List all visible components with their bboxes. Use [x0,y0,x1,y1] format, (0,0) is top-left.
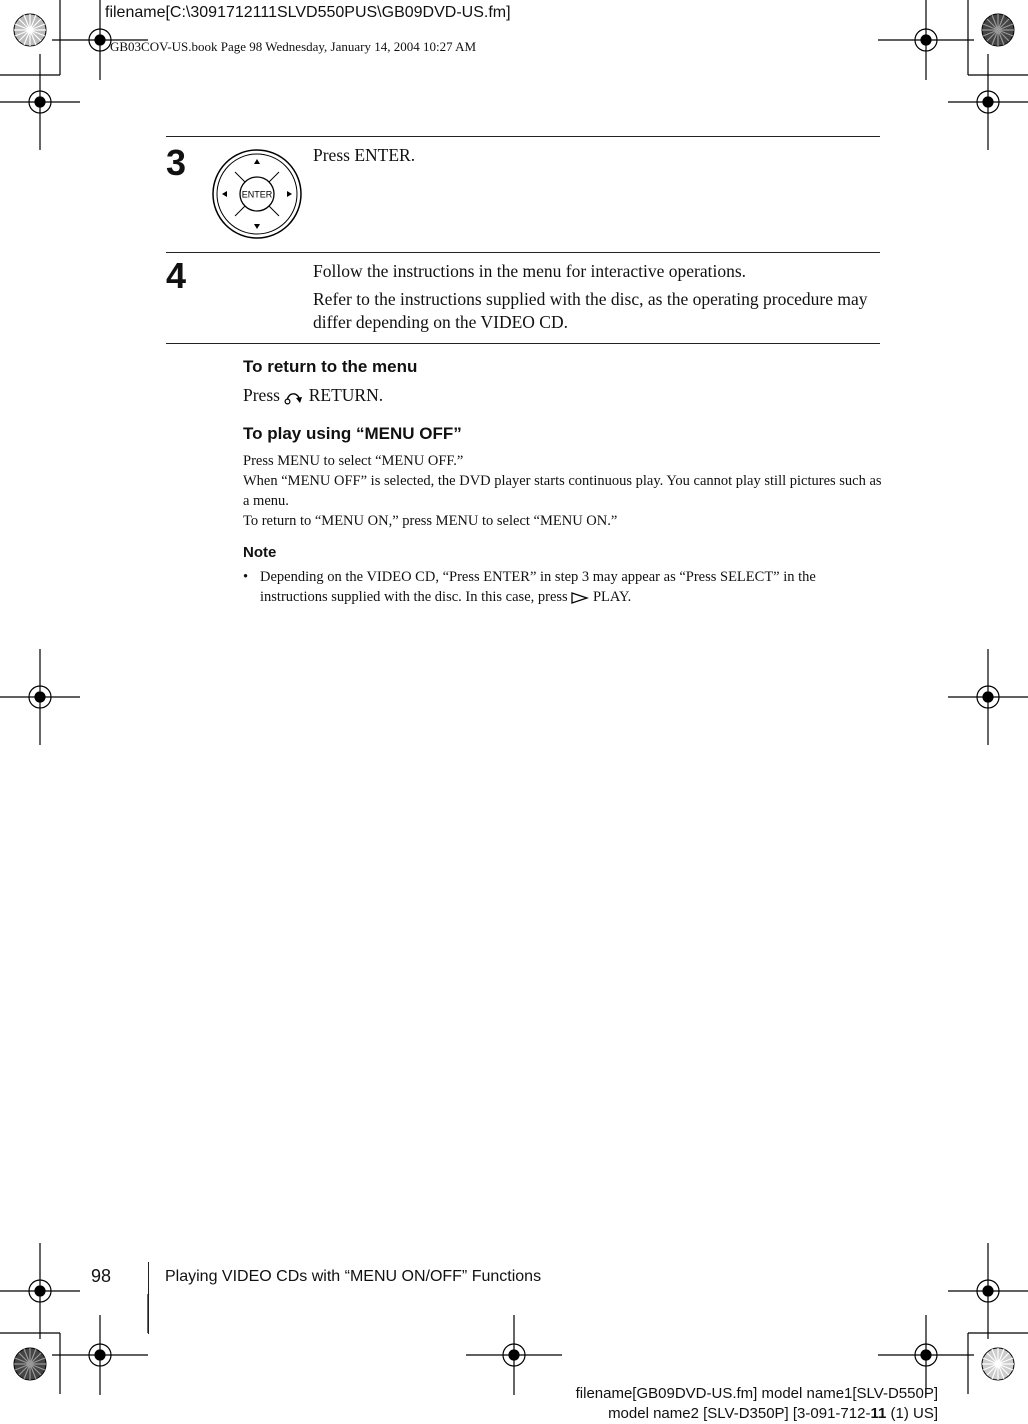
footer-file-line-2-prefix: model name2 [SLV-D350P] [3-091-712- [608,1405,871,1422]
table-rule-mid [166,252,880,253]
footer-file-line-2-suffix: (1) US] [886,1405,938,1422]
footer-file-line-2 [608,1405,938,1422]
menu-off-line-2: When “MENU OFF” is selected, the DVD player starts continuous play. You cannot play still pictures such as a menu. [243,473,882,509]
table-rule-bottom [166,343,880,344]
return-heading: To return to the menu [243,357,418,376]
return-text [243,384,383,407]
step-4-text-2: Refer to the instructions supplied with the disc, as the operating procedure may differ depending on the VIDEO CD. [313,289,868,332]
note-bullet: • [243,569,249,585]
footer-file-line-2-bold: 11 [870,1405,887,1422]
footer-section-title: Playing VIDEO CDs with “MENU ON/OFF” Functions [165,1268,542,1285]
page-number: 98 [91,1266,112,1286]
footer-file-line-1: filename[GB09DVD-US.fm] model name1[SLV-D550P] [575,1385,938,1402]
play-triangle-icon [571,592,589,604]
menu-off-line-1: Press MENU to select “MENU OFF.” [243,453,464,469]
note-text-suffix: PLAY. [589,589,632,605]
step-3-text: Press ENTER. [313,145,416,165]
enter-button-icon [211,148,303,240]
header-book-info: GB03COV-US.book Page 98 Wednesday, January 14, 2004 10:27 AM [110,39,477,54]
note-heading: Note [243,544,277,561]
footer-divider [148,1262,149,1334]
step-number-4: 4 [166,255,187,296]
note-text [260,567,882,607]
step-number-3: 3 [166,142,187,183]
header-filename: filename[C:\3091712111SLVD550PUS\GB09DVD-US.fm] [105,4,511,21]
return-arrow-icon [284,389,304,405]
step-4-text-1: Follow the instructions in the menu for interactive operations. [313,261,747,281]
return-text-prefix: Press [243,385,285,405]
return-text-suffix: RETURN. [304,385,384,405]
table-rule-top [166,136,880,137]
menu-off-line-3: To return to “MENU ON,” press MENU to select “MENU ON.” [243,513,618,529]
note-text-prefix: Depending on the VIDEO CD, “Press ENTER” in step 3 may appear as “Press SELECT” in the instructions supplied with the disc. In this case, press [260,569,816,605]
menu-off-heading: To play using “MENU OFF” [243,424,462,443]
enter-button-label: ENTER [241,189,273,200]
